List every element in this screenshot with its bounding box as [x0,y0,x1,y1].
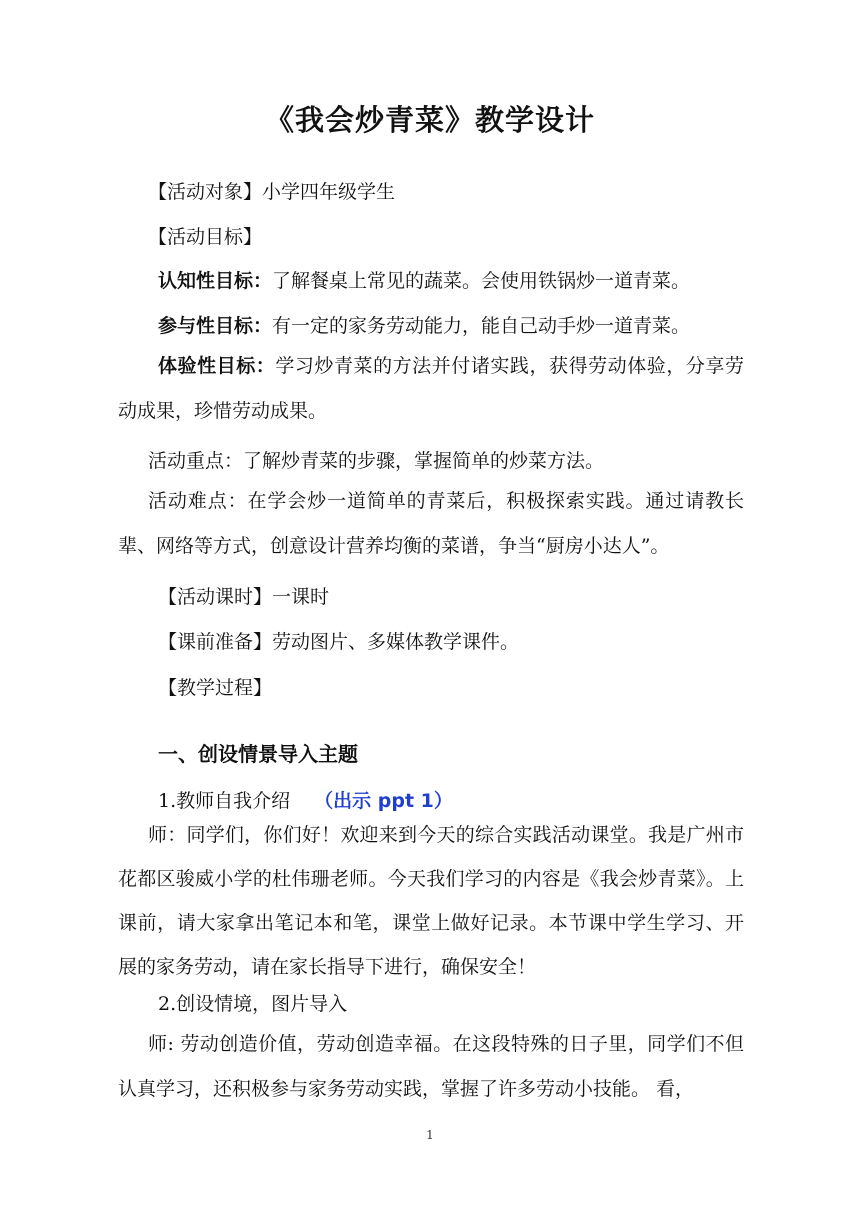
goal-participation [158,311,784,338]
page-number: 1 [426,1128,434,1142]
goal-text: 有一定的家务劳动能力，能自己动手炒一道青菜。 [272,315,691,337]
activity-object: 【活动对象】小学四年级学生 [148,181,396,203]
goal-text: 了解餐桌上常见的蔬菜。会使用铁锅炒一道青菜。 [272,270,691,292]
goal-cognitive [158,266,784,293]
goal-label: 认知性目标： [158,270,273,292]
document-title: 《我会炒青菜》教学设计 [264,103,595,137]
step2-text: 师: 劳动创造价值，劳动创造幸福。在这段特殊的日子里，同学们不但认真学习，还积极参与家务劳动实践，掌握了许多劳动小技能。 看， [118,1033,744,1100]
class-hours: 【活动课时】一课时 [158,586,330,608]
goal-label: 参与性目标： [158,315,273,337]
step1-line [158,786,784,813]
goal-header: 【活动目标】 [148,226,263,248]
step2-label: 2.创设情境，图片导入 [158,993,348,1015]
key-point: 活动重点：了解炒青菜的步骤，掌握简单的炒菜方法。 [148,450,605,472]
process-header: 【教学过程】 [158,677,273,699]
step1-text: 师：同学们，你们好！欢迎来到今天的综合实践活动课堂。我是广州市花都区骏威小学的杜伟珊老师。今天我们学习的内容是《我会炒青菜》。上课前，请大家拿出笔记本和笔，课堂上做好记录。本节课中学生学习、开展的家务劳动，请在家长指导下进行，确保安全！ [118,824,744,978]
goal-label: 体验性目标： [158,355,276,377]
preparation: 【课前准备】劳动图片、多媒体教学课件。 [158,631,520,653]
step1-label: 1.教师自我介绍 [158,790,291,812]
step1-note: （出示 ppt 1） [314,790,453,812]
goal-experience [118,344,744,434]
section-heading: 一、创设情景导入主题 [158,742,358,766]
difficulty: 活动难点：在学会炒一道简单的青菜后，积极探索实践。通过请教长辈、网络等方式，创意设计营养均衡的菜谱，争当“厨房小达人”。 [118,490,744,557]
goal-text: 学习炒青菜的方法并付诸实践，获得劳动体验，分享劳动成果，珍惜劳动成果。 [118,355,744,422]
